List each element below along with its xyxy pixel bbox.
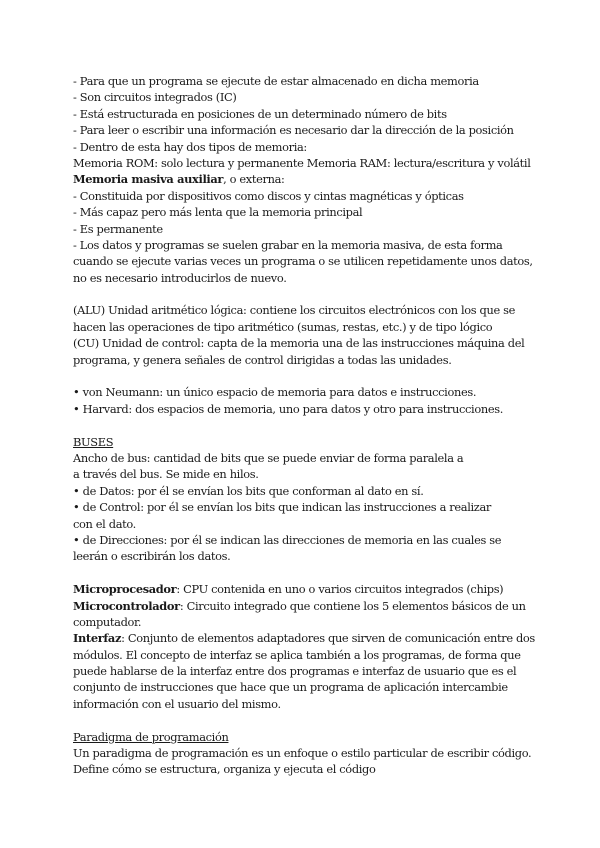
buses-section [73, 434, 533, 565]
bold-term: Microprocesador [73, 582, 177, 597]
text-line: Un paradigma de programación es un enfoque o estilo particular de escribir código. [73, 746, 532, 761]
bold-term: Interfaz [73, 631, 122, 646]
interface-definition [73, 630, 533, 646]
list-item: • Harvard: dos espacios de memoria, uno para datos y otro para instrucciones. [73, 401, 503, 416]
document-body [73, 73, 533, 778]
text-line: Define cómo se estructura, organiza y ejecuta el código [73, 762, 376, 777]
paragraph-gap [73, 712, 533, 728]
list-item: • de Control: por él se envían los bits que indican las instrucciones a realizar [73, 500, 491, 515]
bold-term: Microcontrolador [73, 598, 180, 613]
text-line: computador. [73, 614, 142, 629]
text-line: con el dato. [73, 516, 136, 531]
text-line: - Constituida por dispositivos como discos y cintas magnéticas y ópticas [73, 188, 464, 203]
heading-rest: , o externa: [223, 172, 285, 187]
cpu-section [73, 302, 533, 368]
paragraph-gap [73, 286, 533, 302]
text-line: información con el usuario del mismo. [73, 696, 281, 711]
definition-text: : Circuito integrado que contiene los 5 elementos básicos de un [179, 598, 526, 613]
text-line: (CU) Unidad de control: capta de la memoria una de las instrucciones máquina del [73, 336, 525, 351]
text-line: no es necesario introducirlos de nuevo. [73, 270, 287, 285]
text-line: hacen las operaciones de tipo aritmético (sumas, restas, etc.) y de tipo lógico [73, 319, 493, 334]
text-line: Memoria ROM: solo lectura y permanente Memoria RAM: lectura/escritura y volátil [73, 155, 531, 170]
text-line: - Los datos y programas se suelen grabar en la memoria masiva, de esta forma [73, 237, 503, 252]
text-line: leerán o escribirán los datos. [73, 549, 231, 564]
text-line: puede hablarse de la interfaz entre dos programas e interfaz de usuario que es el [73, 664, 517, 679]
list-item: • de Direcciones: por él se indican las direcciones de memoria en las cuales se [73, 532, 502, 547]
text-line: cuando se ejecute varias veces un programa o se utilicen repetidamente unos datos, [73, 254, 533, 269]
text-line: módulos. El concepto de interfaz se aplica también a los programas, de forma que [73, 647, 521, 662]
text-line: - Más capaz pero más lenta que la memoria principal [73, 205, 363, 220]
text-line: programa, y genera señales de control dirigidas a todas las unidades. [73, 352, 452, 367]
microcontroller-definition [73, 598, 533, 614]
definition-text: : CPU contenida en uno o varios circuitos integrados (chips) [176, 582, 504, 597]
text-line: - Está estructurada en posiciones de un determinado número de bits [73, 106, 447, 121]
text-line: (ALU) Unidad aritmético lógica: contiene los circuitos electrónicos con los que se [73, 303, 516, 318]
text-line: - Dentro de esta hay dos tipos de memoria: [73, 139, 307, 154]
paragraph-gap [73, 565, 533, 581]
paradigm-section [73, 729, 533, 778]
list-item: • de Datos: por él se envían los bits que conforman al dato en sí. [73, 483, 424, 498]
list-item: • von Neumann: un único espacio de memoria para datos e instrucciones. [73, 385, 477, 400]
text-line: - Para que un programa se ejecute de estar almacenado en dicha memoria [73, 74, 479, 88]
text-line: Ancho de bus: cantidad de bits que se puede enviar de forma paralela a [73, 450, 464, 465]
microprocessor-definition [73, 581, 533, 597]
memory-section [73, 73, 533, 286]
definitions-section [73, 581, 533, 712]
text-line: - Son circuitos integrados (IC) [73, 90, 237, 105]
paradigm-heading: Paradigma de programación [73, 729, 229, 744]
text-line: - Para leer o escribir una información es necesario dar la dirección de la posición [73, 123, 514, 138]
definition-text: : Conjunto de elementos adaptadores que sirven de comunicación entre dos [121, 631, 535, 646]
text-line: a través del bus. Se mide en hilos. [73, 467, 259, 482]
buses-heading: BUSES [73, 434, 114, 449]
architecture-section [73, 384, 533, 417]
text-line: conjunto de instrucciones que hace que un programa de aplicación intercambie [73, 680, 508, 695]
text-line: - Es permanente [73, 221, 163, 236]
paragraph-gap [73, 417, 533, 433]
paragraph-gap [73, 368, 533, 384]
auxiliary-memory-heading [73, 171, 533, 187]
bold-term: Memoria masiva auxiliar [73, 172, 224, 187]
